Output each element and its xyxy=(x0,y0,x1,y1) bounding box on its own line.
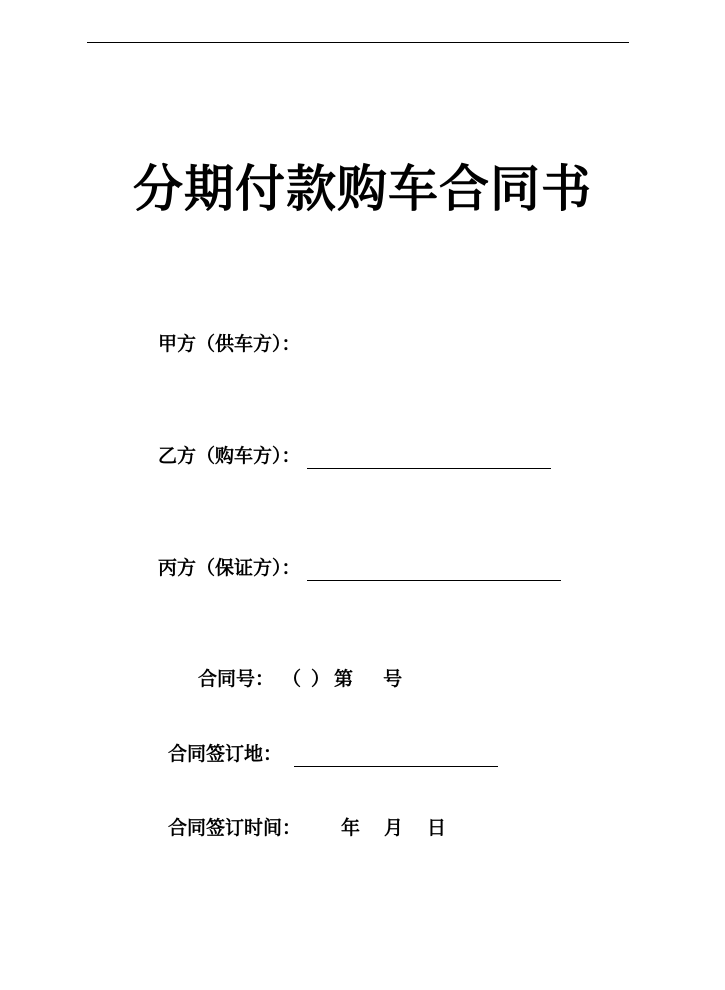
sign-time-year: 年 xyxy=(341,817,361,839)
party-b-row xyxy=(158,443,551,469)
contract-number-open-paren: （ xyxy=(282,668,302,690)
sign-time-label: 合同签订时间： xyxy=(168,817,302,839)
sign-place-row xyxy=(168,741,498,767)
party-c-row xyxy=(158,555,561,581)
sign-place-label: 合同签订地： xyxy=(168,743,283,765)
sign-place-blank-line xyxy=(294,744,498,767)
contract-number-hao: 号 xyxy=(383,668,403,690)
sign-time-row xyxy=(168,815,446,841)
party-a-label: 甲方（供车方）： xyxy=(158,333,301,355)
party-c-label: 丙方（保证方）： xyxy=(158,557,301,579)
sign-time-day: 日 xyxy=(427,817,447,839)
header-rule xyxy=(87,42,629,43)
contract-number-di: 第 xyxy=(334,668,354,690)
party-b-label: 乙方（购车方）： xyxy=(158,445,301,467)
contract-number-label: 合同号： xyxy=(198,668,275,690)
party-b-blank-line xyxy=(307,446,551,469)
sign-time-month: 月 xyxy=(384,817,404,839)
party-c-blank-line xyxy=(307,558,561,581)
contract-number-row xyxy=(198,666,402,692)
party-a-row xyxy=(158,331,301,357)
document-title: 分期付款购车合同书 xyxy=(133,160,592,218)
contract-number-close-paren: ） xyxy=(311,668,331,690)
